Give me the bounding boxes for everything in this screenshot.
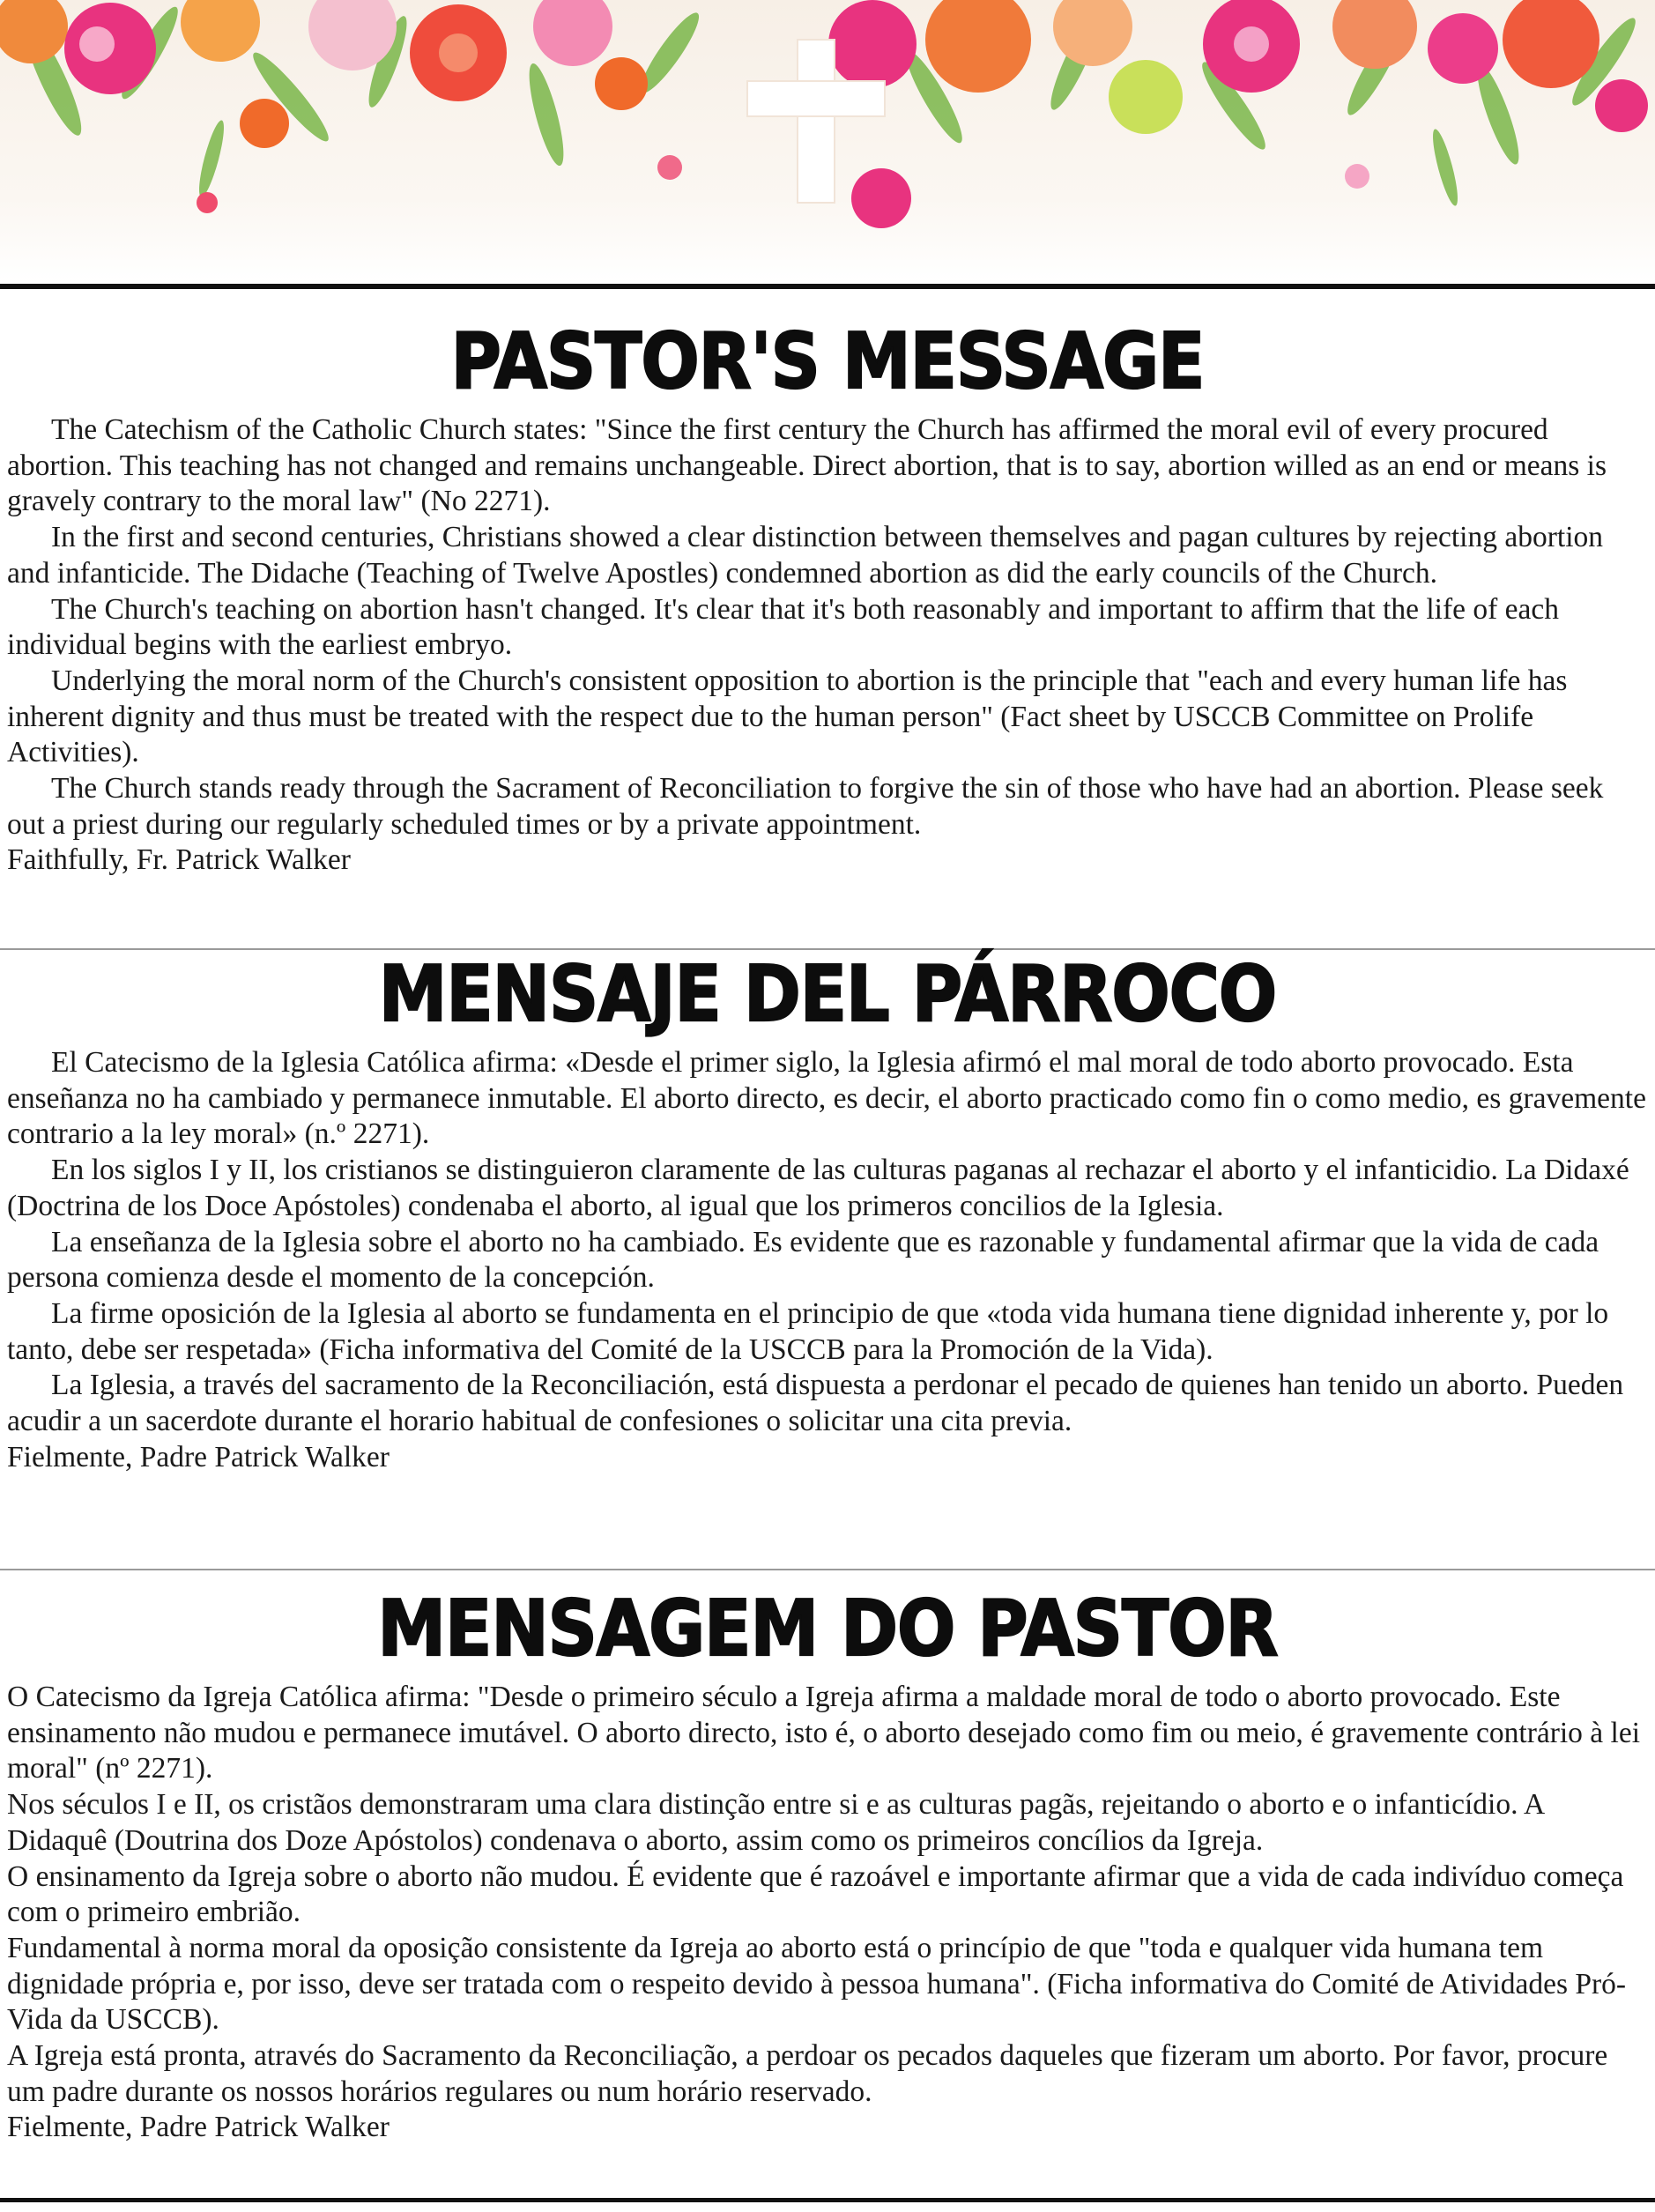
paragraph: Fundamental à norma moral da oposição consistente da Igreja ao aborto está o princípio de que "toda e qualquer vida humana tem dignidade própria e, por isso, deve ser tratada com o respeito devido à pessoa humana". (Ficha informativa do Comité de Atividades Pró-Vida da USCCB). <box>7 1931 1627 2037</box>
paragraph: The Church's teaching on abortion hasn't changed. It's clear that it's both reasonably and important to affirm that the life of each individual begins with the earliest embryo. <box>7 592 1560 662</box>
section-title-spanish: MENSAJE DEL PÁRROCO <box>378 950 1277 1040</box>
floral-banner <box>0 0 1655 284</box>
bottom-divider <box>0 2198 1655 2202</box>
signature: Fielmente, Padre Patrick Walker <box>7 2111 390 2144</box>
section-title-english: PASTOR'S MESSAGE <box>450 317 1205 407</box>
paragraph: La Iglesia, a través del sacramento de la Reconciliación, está dispuesta a perdonar el pecado de quienes han tenido un aborto. Pueden acudir a un sacerdote durante el horario habitual de confesiones o solicitar una cita previa. <box>7 1369 1624 1438</box>
pastor-message-spanish <box>7 950 1648 1475</box>
paragraph: La firme oposición de la Iglesia al aborto se fundamenta en el principio de que «toda vida humana tiene dignidad inherente y, por lo tanto, debe ser respetada» (Ficha informativa del Comité de la USCCB para la Promoción de la Vida). <box>7 1296 1609 1366</box>
paragraph: The Catechism of the Catholic Church states: "Since the first century the Church has affirmed the moral evil of every procured abortion. This teaching has not changed and remains unchangeable. Direct abortion, that is to say, abortion willed as an end or means is gravely contrary to the moral law" (No 2271). <box>7 413 1607 518</box>
paragraph: O Catecismo da Igreja Católica afirma: "Desde o primeiro século a Igreja afirma a maldade moral de todo o aborto provocado. Este ensinamento não mudou e permanece imutável. O aborto directo, isto é, o aborto desejado como fim ou meio, é gravemente contrário à lei moral" (nº 2271). <box>7 1681 1641 1785</box>
paragraph: The Church stands ready through the Sacrament of Reconciliation to forgive the sin of those who have had an abortion. Please seek out a priest during our regularly scheduled times or by a private appointment. <box>7 772 1604 841</box>
paragraph: En los siglos I y II, los cristianos se distinguieron claramente de las culturas paganas al rechazar el aborto y el infanticidio. La Didaxé (Doctrina de los Doce Apóstoles) condenaba el aborto, al igual que los primeros concilios de la Iglesia. <box>7 1154 1629 1222</box>
top-divider <box>0 284 1655 289</box>
paragraph: O ensinamento da Igreja sobre o aborto não mudou. É evidente que é razoável e importante afirmar que a vida de cada indivíduo começa com o primeiro embrião. <box>7 1859 1624 1929</box>
floral-banner-art <box>0 0 1655 284</box>
paragraph: Nos séculos I e II, os cristãos demonstraram uma clara distinção entre si e as culturas pagãs, rejeitando o aborto e o infanticídio. A Didaquê (Doutrina dos Doze Apóstolos) condenava o aborto, assim como os primeiros concílios da Igreja. <box>7 1788 1544 1857</box>
paragraph: In the first and second centuries, Christians showed a clear distinction between themselves and pagan cultures by rejecting abortion and infanticide. The Didache (Teaching of Twelve Apostles) condemned abortion as did the early councils of the Church. <box>7 521 1604 590</box>
paragraph: A Igreja está pronta, através do Sacramento da Reconciliação, a perdoar os pecados daqueles que fizeram um aborto. Por favor, procure um padre durante os nossos horários regulares ou num horário reservado. <box>7 2039 1608 2108</box>
signature: Faithfully, Fr. Patrick Walker <box>7 843 351 877</box>
pastor-message-english <box>7 317 1648 879</box>
signature: Fielmente, Padre Patrick Walker <box>7 1440 390 1473</box>
section-divider <box>0 1569 1655 1570</box>
paragraph: El Catecismo de la Iglesia Católica afirma: «Desde el primer siglo, la Iglesia afirmó el mal moral de todo aborto provocado. Esta enseñanza no ha cambiado y permanece inmutable. El aborto directo, es decir, el aborto practicado como fin o como medio, es gravemente contrario a la ley moral» (n.º 2271). <box>7 1046 1646 1151</box>
section-title-portuguese: MENSAGEM DO PASTOR <box>377 1585 1278 1674</box>
paragraph: Underlying the moral norm of the Church's consistent opposition to abortion is the principle that "each and every human life has inherent dignity and thus must be treated with the respect due to the human person" (Fact sheet by USCCB Committee on Prolife Activities). <box>7 664 1568 769</box>
paragraph: La enseñanza de la Iglesia sobre el aborto no ha cambiado. Es evidente que es razonable y fundamental afirmar que la vida de cada persona comienza desde el momento de la concepción. <box>7 1225 1599 1295</box>
pastor-message-portuguese <box>7 1585 1648 2146</box>
